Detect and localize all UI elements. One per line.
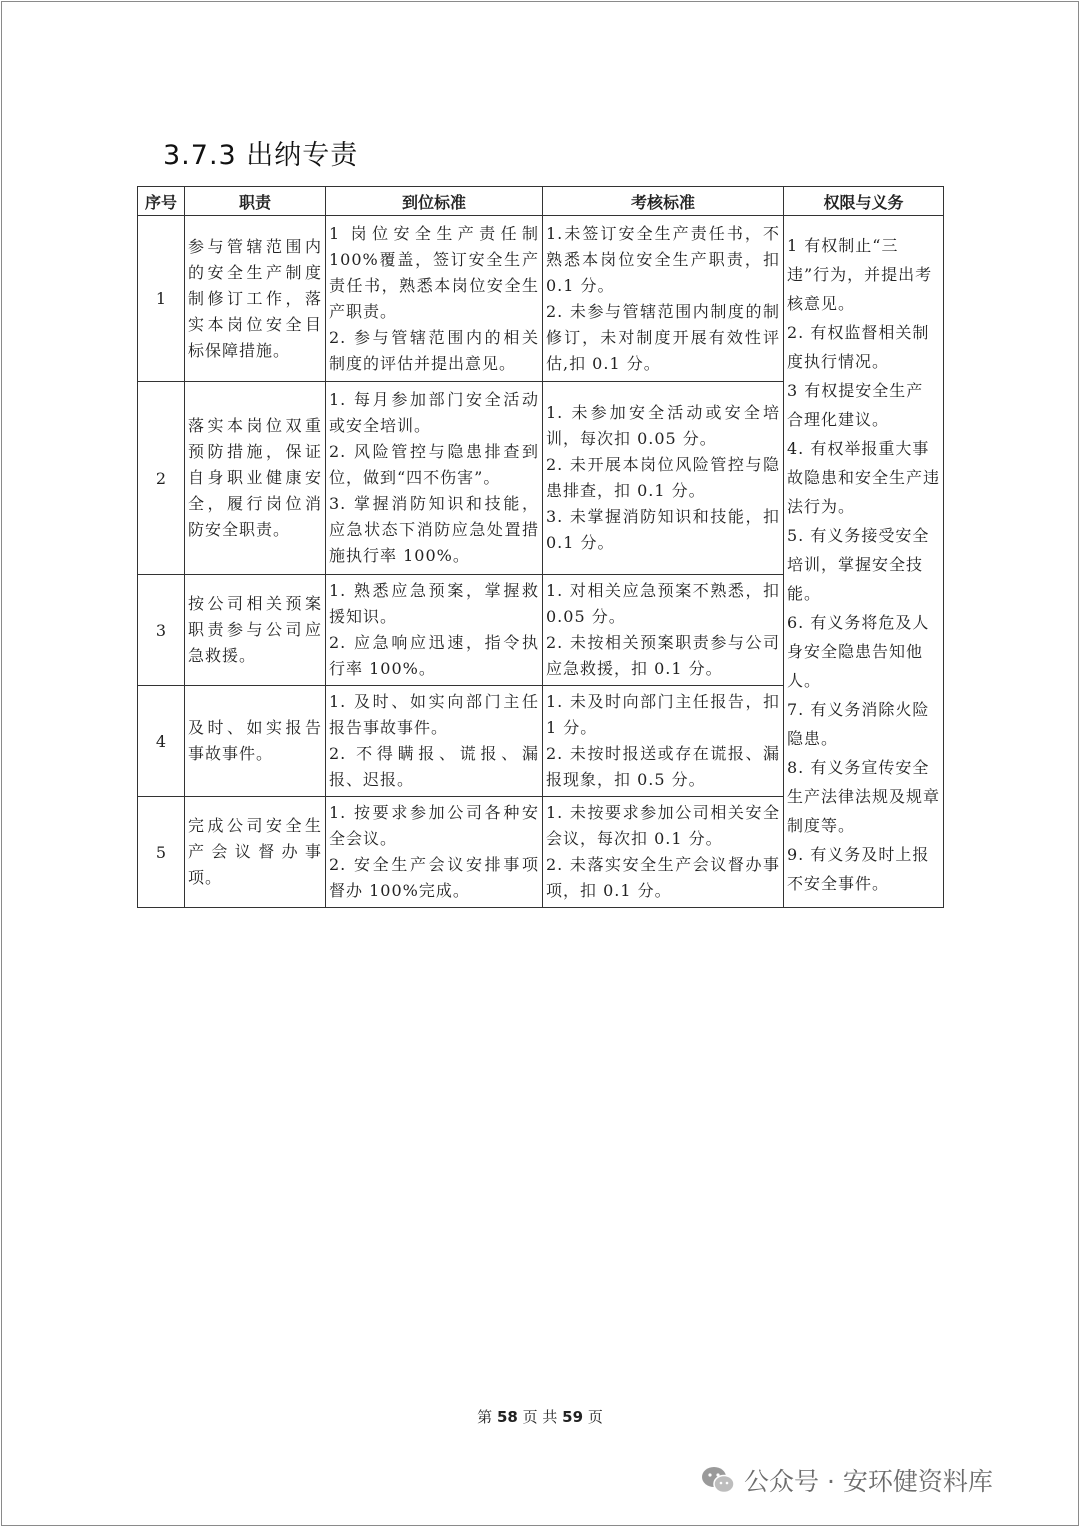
permission-item: 9. 有义务及时上报不安全事件。 bbox=[787, 845, 930, 893]
standard-cell bbox=[326, 797, 543, 908]
header-permissions: 权限与义务 bbox=[784, 187, 944, 216]
standard-item: 1. 按要求参加公司各种安全会议。 bbox=[329, 803, 539, 848]
watermark bbox=[700, 1462, 993, 1498]
duty-cell: 落实本岗位双重预防措施，保证自身职业健康安全，履行岗位消防安全职责。 bbox=[185, 382, 326, 575]
standard-cell bbox=[326, 686, 543, 797]
standard-item: 1. 及时、如实向部门主任报告事故事件。 bbox=[329, 692, 539, 737]
duty-cell: 完成公司安全生产会议督办事项。 bbox=[185, 797, 326, 908]
assessment-item: 1.未签订安全生产责任书，不熟悉本岗位安全生产职责，扣0.1 分。 bbox=[546, 223, 780, 295]
standard-cell bbox=[326, 575, 543, 686]
watermark-text: 公众号 · 安环健资料库 bbox=[744, 1467, 993, 1496]
assessment-item: 2. 未开展本岗位风险管控与隐患排查，扣 0.1 分。 bbox=[546, 455, 780, 500]
header-duty: 职责 bbox=[185, 187, 326, 216]
row-number: 4 bbox=[138, 686, 185, 797]
assessment-cell bbox=[543, 216, 784, 382]
permission-item: 2. 有权监督相关制度执行情况。 bbox=[787, 323, 930, 371]
standard-item: 2. 应急响应迅速，指令执行率 100%。 bbox=[329, 633, 539, 678]
assessment-item: 2. 未落实安全生产会议督办事项，扣 0.1 分。 bbox=[546, 855, 780, 900]
assessment-item: 2. 未按时报送或存在谎报、漏报现象，扣 0.5 分。 bbox=[546, 744, 780, 789]
permission-item: 4. 有权举报重大事故隐患和安全生产违法行为。 bbox=[787, 439, 941, 516]
assessment-item: 1. 未按要求参加公司相关安全会议，每次扣 0.1 分。 bbox=[546, 803, 780, 848]
header-no: 序号 bbox=[138, 187, 185, 216]
standard-cell bbox=[326, 382, 543, 575]
standard-item: 2. 参与管辖范围内的相关制度的评估并提出意见。 bbox=[329, 327, 539, 373]
row-number: 5 bbox=[138, 797, 185, 908]
duty-table bbox=[137, 186, 944, 908]
assessment-item: 1. 未及时向部门主任报告，扣1 分。 bbox=[546, 692, 780, 737]
assessment-cell bbox=[543, 797, 784, 908]
standard-item: 2. 不得瞒报、谎报、漏报、迟报。 bbox=[329, 744, 539, 789]
assessment-item: 1. 对相关应急预案不熟悉，扣0.05 分。 bbox=[546, 581, 780, 626]
wechat-icon bbox=[700, 1465, 736, 1495]
row-number: 1 bbox=[138, 216, 185, 382]
table-row bbox=[138, 216, 944, 382]
standard-item: 1. 熟悉应急预案，掌握救援知识。 bbox=[329, 581, 539, 626]
row-number: 3 bbox=[138, 575, 185, 686]
duty-cell: 参与管辖范围内的安全生产制度制修订工作，落实本岗位安全目标保障措施。 bbox=[185, 216, 326, 382]
assessment-cell bbox=[543, 382, 784, 575]
permission-item: 5. 有义务接受安全培训，掌握安全技能。 bbox=[787, 526, 930, 603]
assessment-item: 1. 未参加安全活动或安全培训，每次扣 0.05 分。 bbox=[546, 403, 780, 448]
permissions-cell bbox=[784, 216, 944, 908]
footer-middle: 页 共 bbox=[522, 1408, 558, 1426]
page-footer bbox=[0, 1406, 1080, 1427]
footer-total-pages: 59 bbox=[562, 1408, 584, 1426]
standard-item: 1. 每月参加部门安全活动或安全培训。 bbox=[329, 390, 539, 435]
permission-item: 6. 有义务将危及人身安全隐患告知他人。 bbox=[787, 613, 930, 690]
assessment-item: 2. 未按相关预案职责参与公司应急救援，扣 0.1 分。 bbox=[546, 633, 780, 678]
standard-item: 2. 安全生产会议安排事项督办 100%完成。 bbox=[329, 855, 539, 900]
footer-suffix: 页 bbox=[587, 1408, 603, 1426]
assessment-cell bbox=[543, 686, 784, 797]
header-assessment: 考核标准 bbox=[543, 187, 784, 216]
permission-item: 3 有权提安全生产合理化建议。 bbox=[787, 381, 924, 429]
standard-item: 1 岗位安全生产责任制100%覆盖，签订安全生产责任书，熟悉本岗位安全生产职责。 bbox=[329, 223, 539, 321]
standard-item: 3. 掌握消防知识和技能，应急状态下消防应急处置措施执行率 100%。 bbox=[329, 494, 539, 565]
duty-cell: 按公司相关预案职责参与公司应急救援。 bbox=[185, 575, 326, 686]
table-header-row bbox=[138, 187, 944, 216]
standard-cell bbox=[326, 216, 543, 382]
section-title: 3.7.3 出纳专责 bbox=[163, 140, 359, 171]
assessment-item: 2. 未参与管辖范围内制度的制修订，未对制度开展有效性评估,扣 0.1 分。 bbox=[546, 301, 780, 373]
standard-item: 2. 风险管控与隐患排查到位，做到“四不伤害”。 bbox=[329, 442, 539, 487]
duty-cell: 及时、如实报告事故事件。 bbox=[185, 686, 326, 797]
assessment-item: 3. 未掌握消防知识和技能，扣0.1 分。 bbox=[546, 507, 780, 552]
header-standard: 到位标准 bbox=[326, 187, 543, 216]
row-number: 2 bbox=[138, 382, 185, 575]
permission-item: 1 有权制止“三违”行为，并提出考核意见。 bbox=[787, 236, 933, 313]
footer-page-number: 58 bbox=[496, 1408, 518, 1426]
permission-item: 7. 有义务消除火险隐患。 bbox=[787, 700, 930, 748]
footer-prefix: 第 bbox=[477, 1408, 493, 1426]
permission-item: 8. 有义务宣传安全生产法律法规及规章制度等。 bbox=[787, 758, 941, 835]
assessment-cell bbox=[543, 575, 784, 686]
